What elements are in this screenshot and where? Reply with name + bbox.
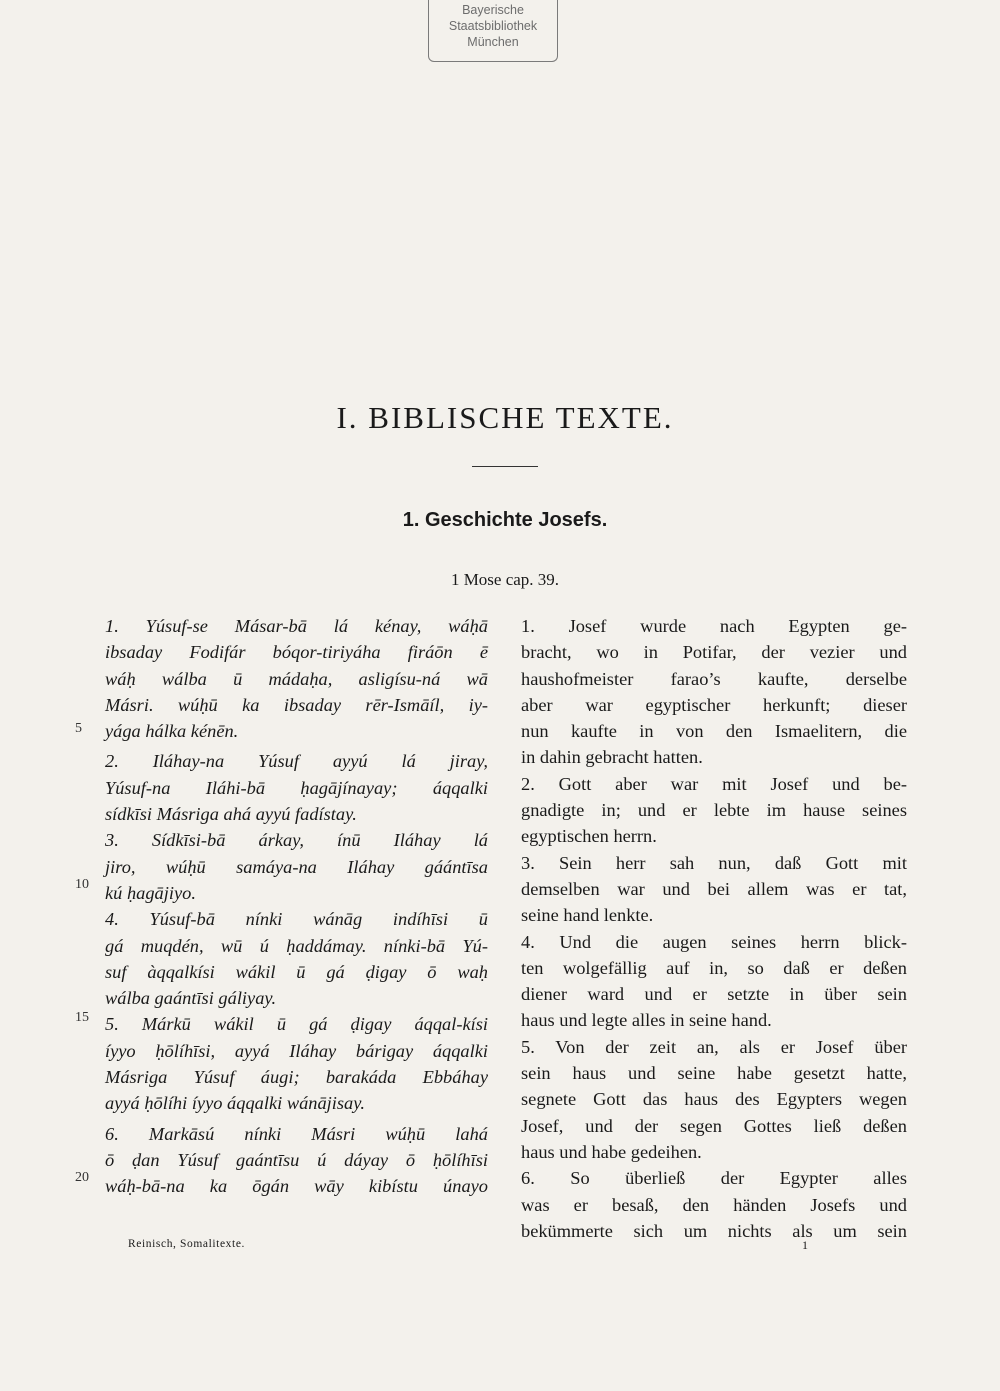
text-line: yága hálka kénēn. bbox=[105, 721, 239, 742]
text-line: egyptischen herrn. bbox=[521, 826, 657, 847]
text-line: jiro, wúḥū samáya-na Iláhay gáántīsa bbox=[105, 856, 488, 877]
german-text-column bbox=[521, 613, 907, 1244]
title-divider bbox=[472, 466, 538, 467]
section-title: I. BIBLISCHE TEXTE. bbox=[336, 400, 674, 435]
text-line: 5. Von der zeit an, als er Josef über bbox=[521, 1036, 907, 1057]
text-line: haushofmeister farao’s kaufte, derselbe bbox=[521, 668, 907, 689]
text-line: haus und legte alles in seine hand. bbox=[521, 1010, 772, 1031]
text-line: gá muqdén, wū ú ḥaddámay. nínki-bā Yú- bbox=[105, 935, 488, 956]
text-line: in dahin gebracht hatten. bbox=[521, 747, 703, 768]
text-line: bekümmerte sich um nichts als um sein bbox=[521, 1220, 907, 1241]
text-line: diener ward und er setzte in über sein bbox=[521, 984, 907, 1005]
page-number: 1 bbox=[802, 1238, 808, 1252]
chapter-reference: 1 Mose cap. 39. bbox=[450, 570, 560, 589]
text-line: 6. So überließ der Egypter alles bbox=[521, 1168, 907, 1189]
library-stamp bbox=[428, 0, 558, 62]
somali-text-column bbox=[105, 613, 488, 1200]
text-line: sein haus und seine habe gesetzt hatte, bbox=[521, 1063, 907, 1084]
text-line: bracht, wo in Potifar, der vezier und bbox=[521, 642, 907, 663]
text-line: ayyá ḥōlíhi íyyo áqqalki wánājisay. bbox=[105, 1093, 365, 1114]
text-line: segnete Gott das haus des Egypters wegen bbox=[521, 1089, 907, 1110]
text-line: wáḥ wálba ū mádaḥa, asligísu-ná wā bbox=[105, 668, 488, 689]
text-line: Josef, und der segen Gottes ließ deßen bbox=[521, 1115, 907, 1136]
text-line: demselben war und bei allem was er tat, bbox=[521, 878, 907, 899]
stamp-line: München bbox=[467, 35, 519, 49]
text-line: 1. Josef wurde nach Egypten ge- bbox=[521, 616, 907, 636]
text-line: wálba gaántīsi gáliyay. bbox=[105, 988, 277, 1009]
text-line: 6. Markāsú nínki Másri wúḥū lahá bbox=[105, 1123, 488, 1144]
text-line: 4. Und die augen seines herrn blick- bbox=[521, 931, 907, 952]
text-line: ibsaday Fodifár bóqor-tiriyáha firáōn ē bbox=[105, 642, 488, 663]
text-line: nun kaufte in von den Ismaelitern, die bbox=[521, 721, 907, 742]
text-line: kú ḥagājiyo. bbox=[105, 882, 196, 903]
text-line: haus und habe gedeihen. bbox=[521, 1141, 702, 1162]
text-line: seine hand lenkte. bbox=[521, 905, 654, 926]
stamp-line: Staatsbibliothek bbox=[448, 19, 538, 33]
text-line: ten wolgefällig auf in, so daß er deßen bbox=[521, 957, 907, 978]
line-number: 10 bbox=[75, 877, 89, 892]
text-line: 3. Sídkīsi-bā árkay, ínū Iláhay lá bbox=[105, 830, 488, 851]
text-line: 3. Sein herr sah nun, daß Gott mit bbox=[521, 852, 907, 873]
text-line: 2. Gott aber war mit Josef und be- bbox=[521, 773, 907, 794]
chapter-heading: 1. Geschichte Josefs. bbox=[402, 509, 608, 531]
line-number: 15 bbox=[75, 1010, 89, 1025]
text-line: ō ḍan Yúsuf gaántīsu ú dáyay ō ḥōlíhīsi bbox=[105, 1149, 488, 1170]
text-line: 2. Iláhay-na Yúsuf ayyú lá jiray, bbox=[105, 751, 488, 772]
text-line: suf àqqalkísi wákil ū gá ḍigay ō waḥ bbox=[105, 961, 488, 982]
text-line: gnadigte in; und er lebte im hause seines bbox=[521, 800, 907, 821]
text-line: Yúsuf-na Iláhi-bā ḥagājínayay; áqqalki bbox=[105, 777, 488, 798]
text-line: 4. Yúsuf-bā nínki wánāg indíhīsi ū bbox=[105, 909, 488, 930]
signature-mark: Reinisch, Somalitexte. bbox=[128, 1238, 246, 1250]
text-line: Másri. wúḥū ka ibsaday rēr-Ismāíl, iy- bbox=[105, 694, 488, 715]
line-number: 20 bbox=[75, 1170, 89, 1185]
text-line: Másriga Yúsuf áugi; barakáda Ebbáhay bbox=[105, 1067, 488, 1088]
text-line: aber war egyptischer herkunft; dieser bbox=[521, 694, 907, 715]
text-line: íyyo ḥōlíhīsi, ayyá Iláhay bárigay áqqalki bbox=[105, 1040, 488, 1061]
text-line: 1. Yúsuf-se Másar-bā lá kénay, wáḥā bbox=[105, 616, 488, 636]
text-line: 5. Márkū wákil ū gá ḍigay áqqal-kísi bbox=[105, 1014, 488, 1035]
text-line: sídkīsi Másriga ahá ayyú fadístay. bbox=[105, 804, 357, 825]
line-number: 5 bbox=[75, 721, 82, 736]
stamp-line: Bayerische bbox=[462, 3, 524, 17]
text-line: was er besaß, den händen Josefs und bbox=[521, 1194, 907, 1215]
text-line: wáḥ-bā-na ka ōgán wāy kibístu únayo bbox=[105, 1176, 488, 1197]
